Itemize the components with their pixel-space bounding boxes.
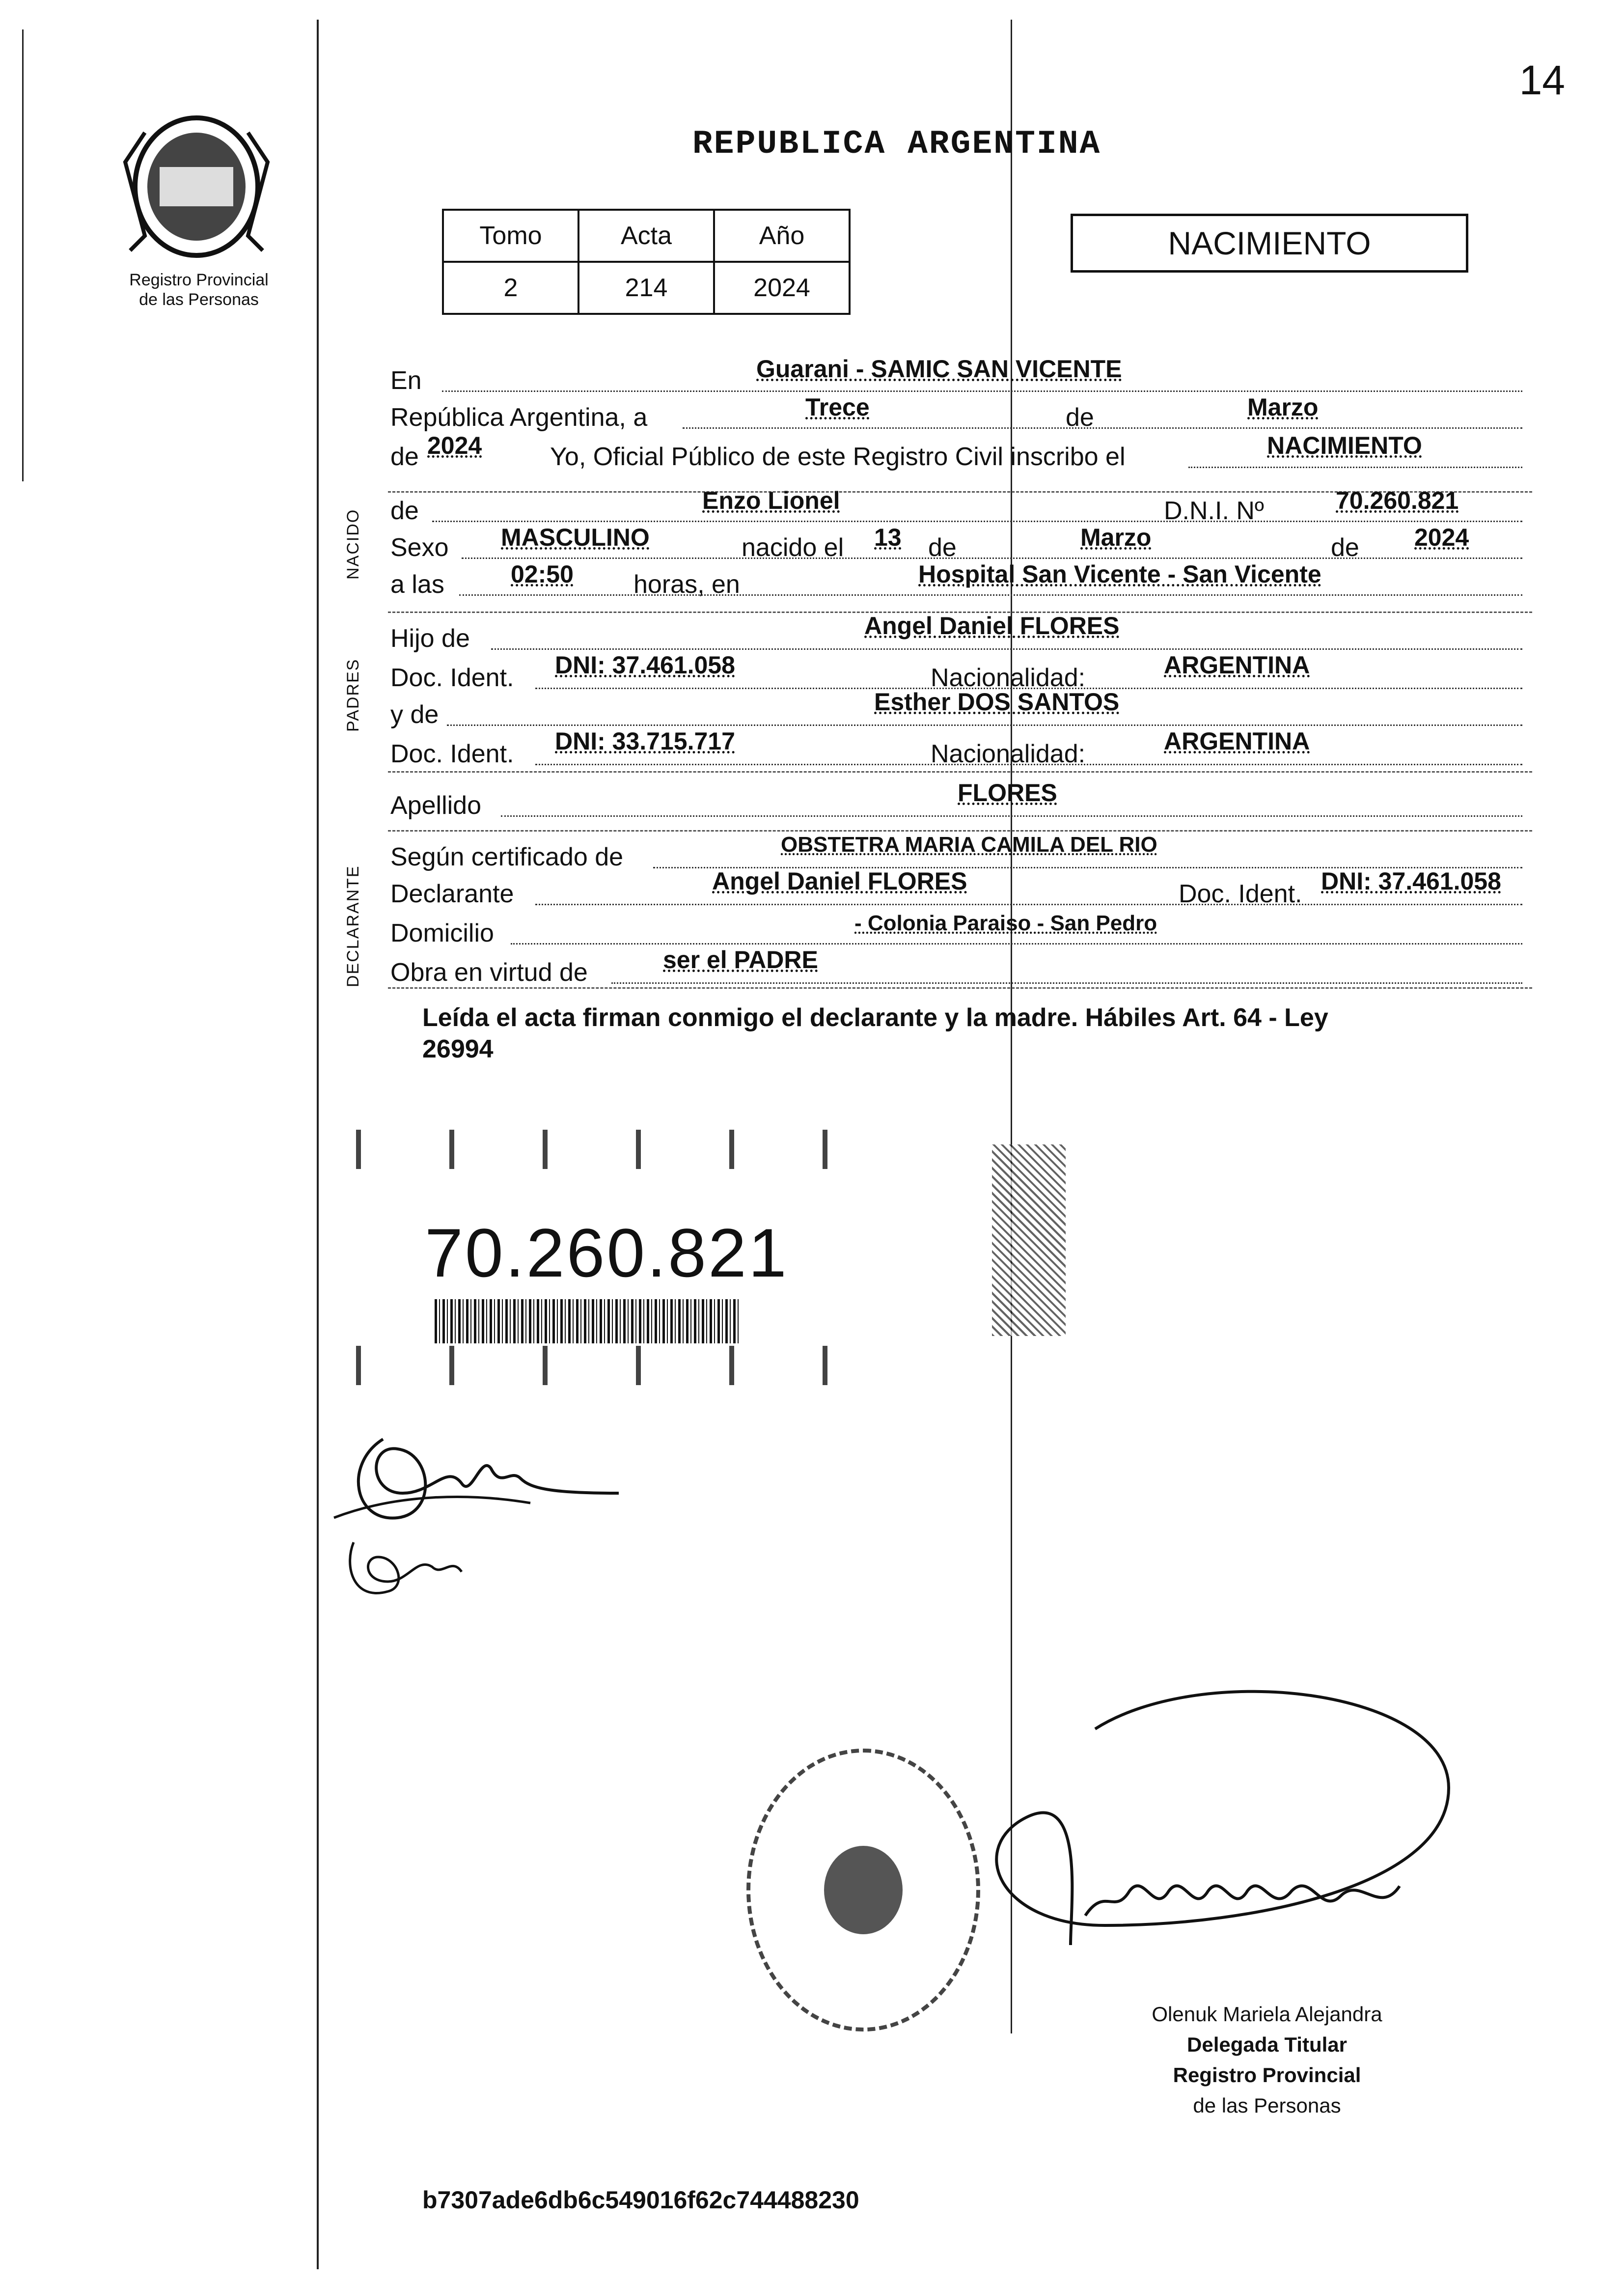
header-tomo: Tomo <box>443 210 578 262</box>
value-dia-nac: 13 <box>874 524 902 551</box>
closing-line1: Leída el acta firman conmigo el declarante y la madre. Hábiles Art. 64 - Ley <box>422 1003 1328 1032</box>
label-apellido: Apellido <box>390 791 482 820</box>
value-anio: 2024 <box>714 262 850 314</box>
value-padre-nac: ARGENTINA <box>1164 651 1310 679</box>
dotted-line <box>432 521 1522 522</box>
value-anio: 2024 <box>427 432 482 459</box>
misiones-emblem-icon <box>115 113 277 260</box>
value-madre-nac: ARGENTINA <box>1164 727 1310 755</box>
label-nacionalidad-madre: Nacionalidad: <box>931 740 1086 768</box>
label-y-de: y de <box>390 700 439 729</box>
record-type-box: NACIMIENTO <box>1071 214 1468 273</box>
province-logo <box>115 113 277 260</box>
label-nacido-el: nacido el <box>742 533 844 562</box>
side-label-padres: PADRES <box>344 658 362 732</box>
dotted-line <box>459 594 1522 596</box>
dotted-line <box>611 982 1522 984</box>
sticker-number: 70.260.821 <box>425 1214 789 1291</box>
section-divider <box>388 771 1532 773</box>
official-title2: Registro Provincial <box>1173 2063 1361 2087</box>
sticker-pattern-top <box>327 1130 916 1169</box>
value-acta: 214 <box>578 262 714 314</box>
document-hash: b7307ade6db6c549016f62c744488230 <box>422 2186 859 2214</box>
header-anio: Año <box>714 210 850 262</box>
dotted-line <box>491 648 1522 650</box>
id-sticker <box>327 1130 916 1385</box>
label-segun-certificado: Según certificado de <box>390 843 624 871</box>
label-a-las: a las <box>390 570 444 599</box>
logo-caption-line2: de las Personas <box>139 290 259 309</box>
logo-caption-line1: Registro Provincial <box>129 271 269 289</box>
value-dia-letras: Trece <box>805 393 870 421</box>
hologram-icon <box>992 1144 1066 1336</box>
registry-table <box>442 209 851 315</box>
side-label-declarante: DECLARANTE <box>344 865 362 987</box>
value-padre-dni: DNI: 37.461.058 <box>555 651 735 679</box>
dotted-line <box>1188 467 1522 468</box>
label-doc-ident-madre: Doc. Ident. <box>390 740 514 768</box>
document-title: REPUBLICA ARGENTINA <box>692 125 1101 163</box>
value-apellido: FLORES <box>958 779 1057 807</box>
official-seal-icon <box>746 1749 980 2032</box>
dotted-line <box>683 427 1522 429</box>
value-madre: Esther DOS SANTOS <box>874 688 1120 716</box>
label-de-anio: de <box>390 443 419 471</box>
official-name: Olenuk Mariela Alejandra <box>1152 2003 1382 2026</box>
page-number: 14 <box>1519 57 1565 103</box>
value-sexo: MASCULINO <box>501 524 650 551</box>
form-left-border <box>317 20 319 2269</box>
label-doc-ident-declarante: Doc. Ident. <box>1179 880 1302 908</box>
margin-line <box>22 29 24 481</box>
official-title3: de las Personas <box>1193 2094 1341 2117</box>
label-doc-ident-padre: Doc. Ident. <box>390 664 514 692</box>
value-mes: Marzo <box>1247 393 1319 421</box>
header-acta: Acta <box>578 210 714 262</box>
value-madre-dni: DNI: 33.715.717 <box>555 727 735 755</box>
label-de-mes: de <box>928 533 957 562</box>
label-de-nombre: de <box>390 497 419 525</box>
value-lugar-nac: Hospital San Vicente - San Vicente <box>918 560 1321 588</box>
label-domicilio: Domicilio <box>390 919 494 947</box>
value-obra: ser el PADRE <box>663 946 818 974</box>
sticker-pattern-bottom <box>327 1346 916 1385</box>
dotted-line <box>535 904 1522 905</box>
value-declarante: Angel Daniel FLORES <box>712 867 967 895</box>
label-horas-en: horas, en <box>633 570 740 599</box>
label-declarante: Declarante <box>390 880 514 908</box>
dotted-line <box>511 943 1522 945</box>
section-divider <box>388 987 1532 989</box>
dotted-line <box>501 815 1522 817</box>
value-mes-nac: Marzo <box>1080 524 1152 551</box>
label-nacionalidad-padre: Nacionalidad: <box>931 664 1086 692</box>
official-stamp <box>1095 1999 1439 2121</box>
official-signature <box>958 1670 1522 2014</box>
logo-caption <box>106 270 292 309</box>
barcode-icon <box>435 1299 739 1343</box>
label-yo-oficial: Yo, Oficial Público de este Registro Civil inscribo el <box>550 443 1126 471</box>
label-de: de <box>1066 403 1094 432</box>
seal-emblem <box>824 1846 903 1934</box>
label-de-anio-nac: de <box>1331 533 1359 562</box>
value-declarante-dni: DNI: 37.461.058 <box>1321 867 1501 895</box>
label-sexo: Sexo <box>390 533 449 562</box>
dotted-line <box>462 557 1522 559</box>
value-padre: Angel Daniel FLORES <box>864 612 1120 640</box>
closing-text <box>422 1002 1517 1065</box>
label-republica: República Argentina, a <box>390 403 648 432</box>
value-hora: 02:50 <box>511 560 574 588</box>
value-nombre: Enzo Lionel <box>702 487 840 514</box>
value-lugar: Guarani - SAMIC SAN VICENTE <box>756 355 1122 383</box>
dotted-line <box>447 724 1522 726</box>
value-dni: 70.260.821 <box>1336 487 1459 514</box>
label-hijo-de: Hijo de <box>390 624 470 653</box>
label-obra: Obra en virtud de <box>390 958 588 987</box>
dotted-line <box>442 390 1522 392</box>
declarant-signature <box>324 1395 668 1606</box>
section-divider <box>388 830 1532 832</box>
value-domicilio: - Colonia Paraiso - San Pedro <box>854 911 1157 935</box>
closing-line2: 26994 <box>422 1035 494 1063</box>
label-en: En <box>390 366 422 395</box>
value-certificado: OBSTETRA MARIA CAMILA DEL RIO <box>781 833 1157 857</box>
label-dni: D.N.I. Nº <box>1164 497 1264 525</box>
value-anio-nac: 2024 <box>1414 524 1469 551</box>
value-tomo: 2 <box>443 262 578 314</box>
value-inscripcion: NACIMIENTO <box>1267 432 1422 459</box>
side-label-nacido: NACIDO <box>344 508 362 580</box>
official-title1: Delegada Titular <box>1187 2033 1347 2056</box>
